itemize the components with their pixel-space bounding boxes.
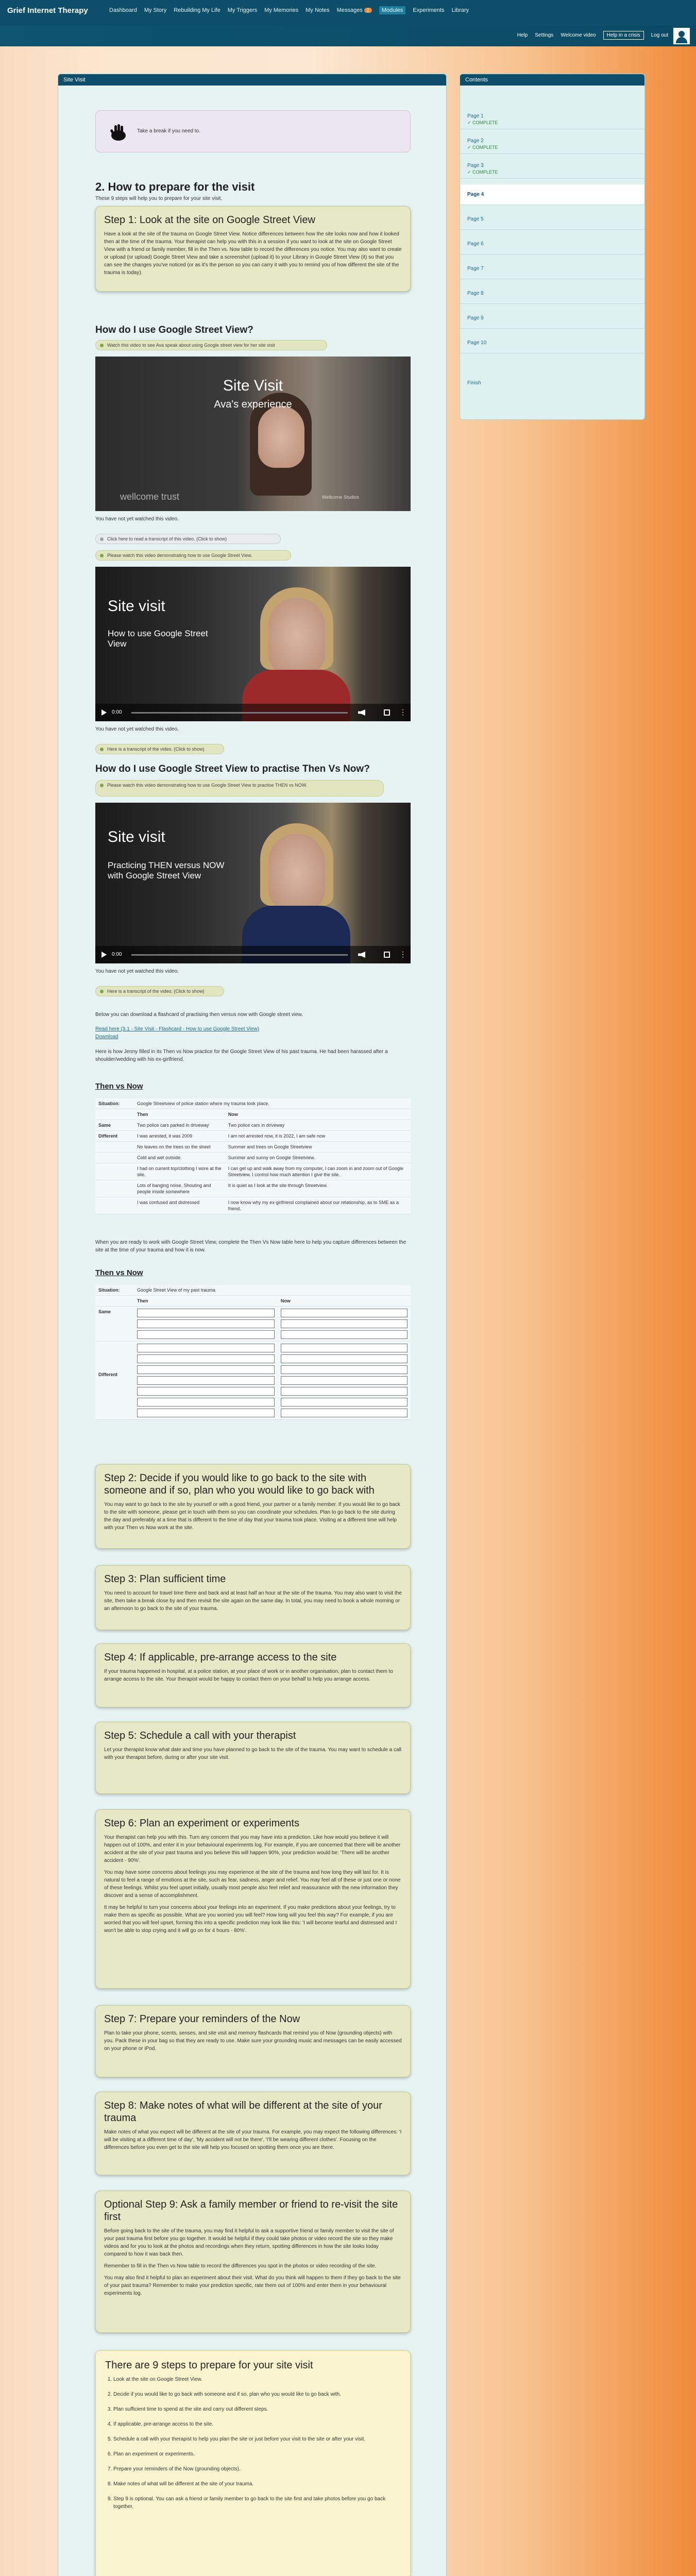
then-input[interactable]: [137, 1398, 275, 1406]
tv1-situation: Google Streetview of police station where my trauma took place.: [134, 1098, 411, 1109]
video3-time: 0:00: [112, 952, 122, 957]
nav-memories[interactable]: My Memories: [264, 7, 299, 13]
list-item: 5. Schedule a call with your therapist to help you plan the site or just before your visit to the site or after your visit.: [113, 2435, 401, 2443]
step8-card: [95, 2092, 411, 2175]
list-item: 4. If applicable, pre-arrange access to the site.: [113, 2420, 401, 2428]
blank-cell: [95, 1296, 134, 1307]
download-text: Below you can download a flashcard of practising then versus now with Google street view.: [95, 1012, 303, 1018]
step5-title: Step 5: Schedule a call with your therapist: [104, 1730, 296, 1741]
step6-p2: You may have some concerns about feelings you may experience at the site of the trauma and how long they will last for. It is natural to feel a range of emotions at the site, such as fear, sadness, anger and relief. You may feel all of these or just one or none of these feelings. Whilst you feel upset initially, usually most people also feel relief and reassurance with the new information they discover and a sense of accomplishment.: [104, 1870, 401, 1899]
video-player-3[interactable]: [95, 803, 411, 963]
step3-title: Step 3: Plan sufficient time: [104, 1573, 226, 1585]
complete-badge: ✓ COMPLETE: [467, 170, 498, 175]
step4-card: [95, 1643, 411, 1707]
table-row: [95, 1142, 411, 1153]
volume-icon[interactable]: [358, 952, 365, 958]
then-input[interactable]: [137, 1354, 275, 1363]
watch-pill-3[interactable]: Please watch this video demonstrating how to use Google Street View to practise THEN vs NOW.: [95, 780, 384, 796]
sidebar-item-page-2[interactable]: [460, 135, 644, 154]
table-row: [95, 1098, 411, 1109]
progress-bar[interactable]: [131, 712, 348, 714]
avatar[interactable]: [672, 27, 691, 45]
progress-bar[interactable]: [131, 954, 348, 956]
list-item: 1. Look at the site on Google Street View.: [113, 2376, 401, 2383]
table-row: [95, 1131, 411, 1142]
tv1-cell: I am not arrested now, it is 2022, I am safe now: [225, 1131, 411, 1142]
table-row: [95, 1120, 411, 1131]
sidebar-item-page-6[interactable]: Page 6: [460, 234, 644, 255]
complete-badge: ✓ COMPLETE: [467, 120, 498, 125]
nav-triggers[interactable]: My Triggers: [227, 7, 258, 13]
user-icon: [678, 31, 685, 37]
table-row: [95, 1109, 411, 1120]
main-panel: [58, 74, 447, 2576]
not-watched-3: You have not yet watched this video.: [95, 969, 179, 974]
then-input[interactable]: [137, 1387, 275, 1396]
video-person-face: [258, 406, 304, 468]
step7-card: [95, 2005, 411, 2077]
not-watched-1: You have not yet watched this video.: [95, 516, 179, 522]
brand[interactable]: Grief Internet Therapy: [7, 6, 88, 15]
tv1-cell: I had on current top/clothing I wore at the site.: [134, 1163, 225, 1180]
then-input[interactable]: [137, 1319, 275, 1328]
video2-subtitle: How to use Google Street View: [108, 629, 208, 649]
wellcome-logo: wellcome trust: [120, 492, 180, 502]
step3-body: You need to account for travel time there and back and at least half an hour at the site of the trauma. You may also want to visit the site, then take a break close by and then revisit the site again on the same day. In total, you may need to book a whole morning or an afternoon to go back to the site of your trauma.: [104, 1590, 402, 1612]
tv1-same-then: Two police cars parked in driveway: [134, 1120, 225, 1131]
video-player-2[interactable]: [95, 567, 411, 721]
step9-p3: You may also find it helpful to plan an experiment about their visit. What do you think will happen to them if they go back to the site of your past trauma? Remember to make your prediction specific, rate them out of 100% and enter them in your behavioural experiments log.: [104, 2275, 401, 2296]
step2-body: You may want to go back to the site by yourself or with a good friend, your partner or a family member. If you would like to go back to the site with someone, please get in touch with them so you can coordinate your schedules. Plan to go back to the site during the day and preferably at a time that is different to the time of day that your trauma took place. Visiting at a different time will help with your Then vs Now work at the site.: [104, 1502, 400, 1531]
tv2-title: Then vs Now: [95, 1268, 143, 1277]
then-input[interactable]: [137, 1409, 275, 1417]
tv1-cell: Summer and sunny on Google Streetview.: [225, 1153, 411, 1163]
then-input[interactable]: [137, 1376, 275, 1385]
video3-title: Site visit: [108, 828, 165, 845]
then-input[interactable]: [137, 1365, 275, 1374]
video1-subtitle: Ava's experience: [214, 399, 292, 410]
tv1-then-header: Then: [134, 1109, 225, 1120]
step9-card: [95, 2191, 411, 2333]
section-heading: 2. How to prepare for the visit: [95, 180, 255, 193]
sidebar-item-page-3[interactable]: [460, 160, 644, 179]
nav-notes[interactable]: My Notes: [305, 7, 330, 13]
practice-heading: How do I use Google Street View to practise Then Vs Now?: [95, 764, 370, 774]
example-text: Here is how Jenny filled in its Then vs Now practice for the Google Street View of his past trauma. He had been harassed after a shoulder/wedding with his ex-girlfriend.: [95, 1049, 388, 1062]
section-sub: These 9 steps will help you to prepare for your site visit.: [95, 196, 223, 201]
summary-card: [95, 2350, 411, 2576]
nav-messages-label: Messages: [336, 7, 363, 13]
tv-note: When you are ready to work with Google Street View, complete the Then Vs Now table here to help you capture differences between the site at the time of your trauma and how it is now.: [95, 1240, 406, 1253]
step2-card: [95, 1464, 411, 1549]
watch-pill-1[interactable]: Watch this video to see Ava speak about using Google street view for her site visit: [95, 340, 327, 350]
video1-caption: Wellcome Studios: [322, 495, 359, 500]
transcript-pill-2[interactable]: Here is a transcript of the video. (Click to show): [95, 744, 224, 754]
sidebar-item-page-9[interactable]: Page 9: [460, 308, 644, 329]
table-row: [95, 1307, 411, 1342]
main-header: Site Visit: [58, 74, 446, 86]
now-input[interactable]: [281, 1409, 408, 1417]
blank-cell: [95, 1153, 134, 1163]
play-icon[interactable]: [101, 952, 107, 958]
now-input[interactable]: [281, 1398, 408, 1406]
tv1-diff-label: Different: [95, 1131, 134, 1142]
tv1-cell: Summer and trees on Google Streetview: [225, 1142, 411, 1153]
step1-body: Have a look at the site of the trauma on Google Street View. Notice differences between how the site looks now and how it looked then at the time of the trauma. Your therapist can help you with this in a session if you want to look at the site on Google Street View with a friend or family member, fill in the Then vs. Now table to record the differences you notice. You may also want to create or upload (or upload) Google Street View and take a screenshot (upload it) to your Library in Google Street View (it) so that you can see the changes you've noticed (or as it's the person so you can carry it with you to remind you of how different the site of the trauma is today).: [104, 231, 402, 276]
step1-title: Step 1: Look at the site on Google Street View: [104, 214, 315, 226]
table-row: [95, 1296, 411, 1307]
tv1-now-header: Now: [225, 1109, 411, 1120]
sidebar-item-label: Page 2: [467, 138, 484, 144]
tv1-cell: Cold and wet outside.: [134, 1153, 225, 1163]
tv1-situation-label: Situation:: [95, 1098, 134, 1109]
sidebar-item-label: Page 1: [467, 113, 484, 119]
intro-card: [95, 110, 411, 152]
tv1-cell: No leaves on the trees on the street: [134, 1142, 225, 1153]
more-icon[interactable]: ⋮: [399, 950, 406, 958]
list-item: 7. Prepare your reminders of the Now (grounding objects).: [113, 2465, 401, 2473]
then-input[interactable]: [137, 1309, 275, 1317]
more-icon[interactable]: ⋮: [399, 708, 406, 716]
tv1-title: Then vs Now: [95, 1082, 143, 1091]
summary-list: [113, 2376, 401, 2511]
step9-p1: Before going back to the site of the trauma, you may find it helpful to ask a supportive friend or family member to visit the site of your past trauma first before you go together. It would be helpful if they could take photos or video record the site so they make videos and for you to look at the photos and recordings when they return, spotting differences in how the site looks today compared to how it was back then.: [104, 2228, 394, 2257]
sidebar-title: Contents: [460, 74, 644, 86]
tv2-table: [95, 1285, 411, 1420]
sidebar-item-page-8[interactable]: Page 8: [460, 283, 644, 304]
tv2-now-header: Now: [278, 1296, 411, 1307]
step8-body: Make notes of what you expect will be different at the site of your trauma. For example, you may expect the following differences: 'I will be visiting at a different time of day', 'My accident will not be there', 'I'll be wearing different clothes'. Focusing on the differences before you even get to the site will help you focused on spotting them once you are there.: [104, 2129, 402, 2150]
download-link[interactable]: Read here (3.1 - Site Visit - Flashcard - How to use Google Street View): [95, 1026, 260, 1032]
list-item: 3. Plan sufficient time to spend at the site and carry out different steps.: [113, 2405, 401, 2413]
tv1-table: [95, 1098, 411, 1214]
messages-badge: 2: [364, 8, 372, 13]
now-input[interactable]: [281, 1387, 408, 1396]
fullscreen-icon[interactable]: [384, 709, 390, 716]
sidebar-item-page-4[interactable]: Page 4: [460, 184, 644, 205]
tv2-then-header: Then: [134, 1296, 278, 1307]
how-use-heading: How do I use Google Street View?: [95, 325, 253, 335]
now-input[interactable]: [281, 1365, 408, 1374]
settings-link[interactable]: Settings: [535, 32, 554, 38]
list-item: 9. Step 9 is optional. You can ask a friend or family member to go back to the site first and take photos before you go back together.: [113, 2495, 401, 2511]
tv1-cell: I can get up and walk away from my computer, I can zoom in and zoom out of Google Streetview. I control how much attention I give the site.: [225, 1163, 411, 1180]
not-watched-2: You have not yet watched this video.: [95, 726, 179, 732]
sub-nav: [517, 31, 668, 40]
transcript-pill-3[interactable]: Here is a transcript of the video. (Click to show): [95, 986, 224, 996]
tv2-situation: Google Street View of my past trauma: [134, 1285, 411, 1296]
tv2-cell: [134, 1307, 278, 1342]
video-controls: [95, 704, 411, 721]
help-link[interactable]: Help: [517, 32, 528, 38]
nav-my-story[interactable]: My Story: [144, 7, 167, 13]
now-input[interactable]: [281, 1319, 408, 1328]
step6-card: [95, 1809, 411, 1989]
step2-title: Step 2: Decide if you would like to go back to the site with someone and if so, plan who you would like to go back with: [104, 1472, 375, 1496]
nav-dashboard[interactable]: Dashboard: [109, 7, 137, 13]
video-person-face: [268, 598, 325, 675]
blank-cell: [95, 1142, 134, 1153]
nav-rebuilding[interactable]: Rebuilding My Life: [174, 7, 220, 13]
summary-title: There are 9 steps to prepare for your site visit: [105, 2360, 313, 2371]
logout-link[interactable]: Log out: [651, 32, 668, 38]
video3-subtitle: Practicing THEN versus NOW with Google Street View: [108, 860, 225, 880]
step7-title: Step 7: Prepare your reminders of the Now: [104, 2013, 300, 2025]
sidebar-item-page-7[interactable]: Page 7: [460, 259, 644, 279]
play-icon[interactable]: [101, 709, 107, 716]
then-input[interactable]: [137, 1330, 275, 1339]
table-row: [95, 1180, 411, 1197]
table-row: [95, 1342, 411, 1420]
step4-title: Step 4: If applicable, pre-arrange access to the site: [104, 1652, 337, 1663]
volume-icon[interactable]: [358, 709, 365, 716]
tv1-cell: It is quiet as I look at the site through Streetview.: [225, 1180, 411, 1197]
fullscreen-icon[interactable]: [384, 952, 390, 958]
tv1-same-now: Two police cars in driveway: [225, 1120, 411, 1131]
table-row: [95, 1153, 411, 1163]
nav-messages[interactable]: [337, 7, 372, 14]
sidebar-item-page-1[interactable]: [460, 110, 644, 129]
blank-cell: [95, 1163, 134, 1180]
list-item: 2. Decide if you would like to go back with someone and if so, plan who you would like to go back with.: [113, 2391, 401, 2398]
tv2-same-label: Same: [95, 1307, 134, 1342]
step7-body: Plan to take your phone, scents, senses, and site visit and memory flashcards that remind you of Now (grounding objects) with you. Pack these in your bag so that they are ready to use. Make sure your grounding music and messages can be easily accessed on your phone or iPod.: [104, 2030, 402, 2052]
tv1-cell: I now know why my ex-girlfriend complained about our relationship, as to SME as a friend.: [225, 1197, 411, 1214]
sidebar-item-page-10[interactable]: Page 10: [460, 333, 644, 353]
video2-title: Site visit: [108, 598, 165, 615]
table-row: [95, 1197, 411, 1214]
tv2-cell: [278, 1342, 411, 1420]
sidebar-item-page-5[interactable]: Page 5: [460, 209, 644, 230]
video-person-face: [268, 834, 325, 911]
now-input[interactable]: [281, 1376, 408, 1385]
hand-icon: [107, 121, 130, 144]
tv1-cell: Lots of banging noise, Shouting and people inside somewhere: [134, 1180, 225, 1197]
contents-sidebar: [460, 74, 645, 420]
table-row: [95, 1285, 411, 1296]
welcome-video-link[interactable]: Welcome video: [561, 32, 596, 38]
nav-experiments[interactable]: Experiments: [413, 7, 445, 13]
step6-title: Step 6: Plan an experiment or experiments: [104, 1818, 300, 1829]
tv2-cell: [134, 1342, 278, 1420]
intro-text: Take a break if you need to.: [137, 128, 200, 134]
step6-p1: Your therapist can help you with this. Turn any concern that you may have into a prediction. Like how would you believe it will happen out of 100%, and enter it in your behavioural experiments log. For example, if you are concerned that there will be another accident at the site of your past trauma and you believe this will happen 90%, your prediction would be: 'There will be another accident - 90%'.: [104, 1835, 401, 1863]
then-input[interactable]: [137, 1344, 275, 1352]
video-controls: [95, 946, 411, 963]
nav-library[interactable]: Library: [451, 7, 469, 13]
user-icon-body: [676, 37, 687, 43]
now-input[interactable]: [281, 1330, 408, 1339]
help-crisis-button[interactable]: Help in a crisis: [603, 31, 644, 40]
tv2-situation-label: Situation:: [95, 1285, 134, 1296]
video2-time: 0:00: [112, 709, 122, 715]
step6-p3: It may be helpful to turn your concerns about your feelings into an experiment. If you make predictions about your feelings, try to make them as specific as possible. What are you worried you will feel? How long will you feel this way? For example, if you are worried that you will feel upset, forming this into a specific prediction may look like this: 'I will become tearful and distressed and I won't be able to stop crying and it will go on for 4 hours - 80%'.: [104, 1905, 397, 1934]
video-player-1[interactable]: [95, 357, 411, 511]
watch-pill-2[interactable]: Please watch this video demonstrating how to use Google Street View.: [95, 550, 291, 561]
step9-title: Optional Step 9: Ask a family member or friend to re-visit the site first: [104, 2199, 398, 2223]
tv1-same-label: Same: [95, 1120, 134, 1131]
nav-links: [109, 7, 469, 14]
sidebar-item-finish[interactable]: Finish: [467, 380, 481, 386]
now-input[interactable]: [281, 1309, 408, 1317]
video1-title: Site Visit: [223, 377, 283, 394]
list-item: 6. Plan an experiment or experiments.: [113, 2450, 401, 2458]
download-link-2[interactable]: Download: [95, 1034, 118, 1040]
list-item: 8. Make notes of what will be different at the site of your trauma.: [113, 2480, 401, 2488]
now-input[interactable]: [281, 1354, 408, 1363]
step8-title: Step 8: Make notes of what will be different at the site of your trauma: [104, 2100, 382, 2124]
step3-card: [95, 1565, 411, 1630]
tv1-cell: I was arrested, it was 2009: [134, 1131, 225, 1142]
step4-body: If your trauma happened in hospital, at a police station, at your place of work or in another organisation, plan to contact them to arrange access to the site. Your therapist would be happy to contact them on your behalf to help you arrange access.: [104, 1669, 393, 1682]
tv2-diff-label: Different: [95, 1342, 134, 1420]
transcript-pill-1[interactable]: Click here to read a transcript of this video. (Click to show): [95, 534, 281, 544]
sidebar-item-label: Page 3: [467, 163, 484, 168]
top-nav: [0, 0, 696, 26]
blank-cell: [95, 1197, 134, 1214]
step1-card: [95, 206, 411, 292]
tv2-cell: [278, 1307, 411, 1342]
nav-modules[interactable]: Modules: [379, 6, 406, 14]
now-input[interactable]: [281, 1344, 408, 1352]
step5-card: [95, 1722, 411, 1794]
step5-body: Let your therapist know what date and time you have planned to go back to the site of the trauma. You may want to schedule a call with your therapist before, during or after your site visit.: [104, 1747, 402, 1760]
blank-cell: [95, 1109, 134, 1120]
step9-p2: Remember to fill in the Then vs Now table to record the differences you spot in the photos or video recording of the site.: [104, 2263, 377, 2269]
complete-badge: ✓ COMPLETE: [467, 145, 498, 150]
table-row: [95, 1163, 411, 1180]
blank-cell: [95, 1180, 134, 1197]
tv1-cell: I was confused and distressed: [134, 1197, 225, 1214]
